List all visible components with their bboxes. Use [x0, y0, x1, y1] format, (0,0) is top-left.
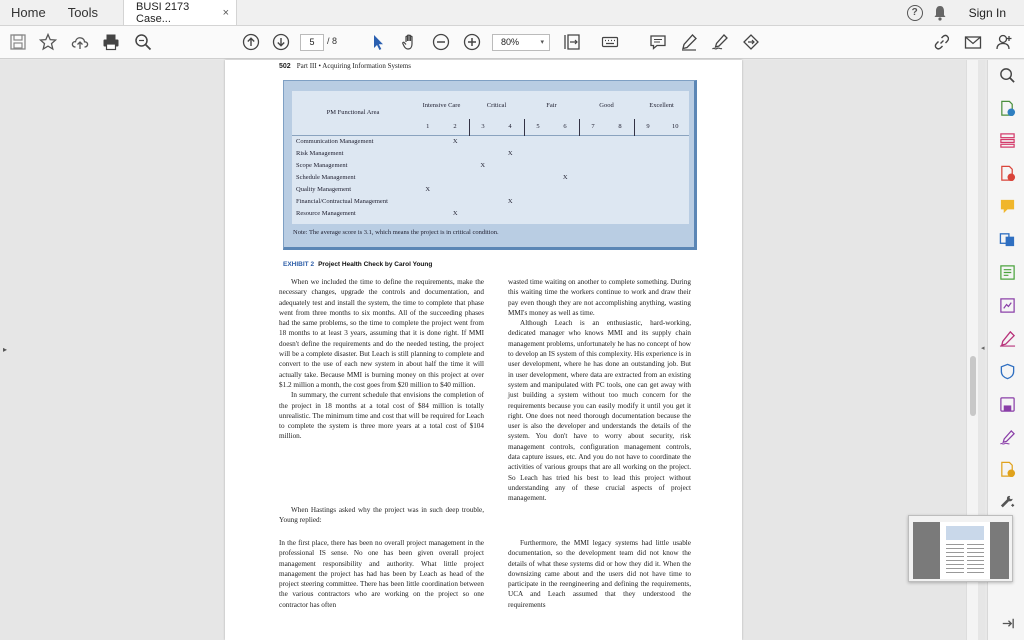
zoom-level-value: 80% [501, 37, 520, 47]
hand-tool-icon[interactable] [400, 32, 420, 52]
score-cell [634, 159, 662, 171]
document-viewport[interactable] [0, 60, 985, 640]
upload-cloud-icon[interactable] [70, 32, 90, 52]
score-cell [442, 171, 470, 183]
functional-area-cell: Resource Management [296, 209, 356, 217]
score-cell [662, 171, 690, 183]
score-cell [442, 195, 470, 207]
score-cell: X [425, 185, 431, 193]
table-header-groups [292, 91, 689, 119]
score-cell [469, 207, 497, 219]
score-cell: X [507, 149, 513, 157]
score-cell [552, 135, 580, 147]
score-cell [579, 207, 607, 219]
score-cell: X [562, 173, 568, 181]
score-cell [414, 159, 442, 171]
group-header: Excellent [649, 101, 674, 109]
exhibit-label: EXHIBIT 2 [283, 261, 315, 268]
edit-pdf-icon[interactable] [998, 263, 1016, 281]
table-body [292, 135, 689, 219]
score-cell [552, 195, 580, 207]
score-cell [552, 207, 580, 219]
zoom-in-icon[interactable] [462, 32, 482, 52]
score-cell [579, 171, 607, 183]
create-pdf-icon[interactable] [998, 164, 1016, 182]
page-thumbnail-navigator[interactable] [908, 515, 1013, 582]
area-header: PM Functional Area [326, 109, 380, 117]
functional-area-cell: Risk Management [296, 149, 344, 157]
score-cell [469, 147, 497, 159]
top-tab-bar [0, 0, 1024, 26]
score-header: 2 [453, 123, 457, 131]
thumbnail-page [940, 522, 990, 579]
comment-icon[interactable] [648, 32, 668, 52]
text-column-right-lower [508, 538, 691, 610]
score-header: 9 [634, 119, 662, 135]
table-row [292, 159, 689, 171]
group-header: Good [599, 101, 614, 109]
keyboard-icon[interactable] [600, 32, 620, 52]
pdf-page [225, 60, 742, 640]
score-cell [524, 147, 552, 159]
zoom-level-select[interactable] [492, 34, 550, 51]
exhibit-table-panel [292, 91, 689, 224]
score-cell [662, 195, 690, 207]
table-row [292, 147, 689, 159]
score-cell [497, 183, 525, 195]
group-header: Critical [486, 101, 507, 109]
score-cell [607, 183, 635, 195]
highlight-pen-icon[interactable] [679, 32, 699, 52]
email-icon[interactable] [963, 32, 983, 52]
score-cell [414, 195, 442, 207]
paragraph: Although Leach is an enthusiastic, hard-working, dedicated manager who knows MMI and its supply chain management problems, unfortunately he has no concept of how to develop an IS system of this complexity. His experience is in user development, where he has done an outstanding job. But in user development, where data are extracted from an existing system and manipulated with PC tools, one can get away with just building a system without too much concern for the requirements because you can easily modify it until you get it right. One does not need thorough documentation because the user is also the developer and understands the details of the system. You don't have to worry about security, risk management controls, configuration management controls, data capture issues, etc. And you do not have to coordinate the activities of various groups that are all working on the project. So Leach has tried his best to lead this project without understanding any of these crucial aspects of project management. [508, 319, 691, 503]
score-cell [662, 207, 690, 219]
collapse-panel-icon[interactable] [998, 614, 1016, 632]
search-tool-icon[interactable] [998, 66, 1016, 84]
add-user-icon[interactable] [994, 32, 1014, 52]
score-cell [579, 147, 607, 159]
tab-home[interactable]: Home [11, 5, 46, 20]
score-cell [607, 147, 635, 159]
score-cell [634, 147, 662, 159]
combine-files-icon[interactable] [998, 230, 1016, 248]
collapse-right-panel-icon[interactable]: ◂ [981, 345, 985, 352]
sign-icon[interactable] [710, 32, 730, 52]
main-toolbar [0, 26, 1024, 59]
functional-area-cell: Quality Management [296, 185, 352, 193]
signature-icon[interactable] [998, 428, 1016, 446]
score-cell [552, 159, 580, 171]
score-cell [524, 135, 552, 147]
link-icon[interactable] [932, 32, 952, 52]
score-cell [469, 171, 497, 183]
score-cell [607, 135, 635, 147]
table-row [292, 183, 689, 195]
score-cell [634, 135, 662, 147]
table-row [292, 171, 689, 183]
document-tab-title: BUSI 2173 Case... [136, 0, 190, 25]
score-cell [497, 159, 525, 171]
score-cell [579, 159, 607, 171]
previous-page-icon[interactable] [241, 32, 261, 52]
bell-icon[interactable] [933, 5, 947, 21]
score-cell [469, 195, 497, 207]
save-icon[interactable] [8, 32, 28, 52]
text-column-left-quote [279, 538, 484, 610]
score-cell [662, 135, 690, 147]
score-cell [497, 171, 525, 183]
score-cell [442, 159, 470, 171]
thumbnail-canvas [913, 522, 1009, 579]
score-cell [524, 207, 552, 219]
score-cell: X [452, 137, 458, 145]
expand-left-panel-icon[interactable]: ▸ [3, 345, 8, 354]
score-cell [552, 183, 580, 195]
health-check-table [292, 91, 689, 219]
score-header: 5 [524, 119, 552, 135]
table-row [292, 207, 689, 219]
score-cell [414, 207, 442, 219]
close-icon[interactable]: × [222, 6, 230, 19]
score-cell [442, 147, 470, 159]
score-cell [524, 183, 552, 195]
export-image-icon[interactable] [998, 296, 1016, 314]
score-cell [634, 195, 662, 207]
chevron-down-icon: ▾ [540, 39, 544, 46]
score-header: 7 [579, 119, 607, 135]
score-cell: X [507, 197, 513, 205]
functional-area-cell: Financial/Contractual Management [296, 197, 388, 205]
table-row [292, 195, 689, 207]
score-cell: X [452, 209, 458, 217]
zoom-search-icon[interactable] [133, 32, 153, 52]
score-header: 6 [563, 123, 567, 131]
running-head [279, 62, 411, 70]
sign-in-link[interactable]: Sign In [968, 5, 1006, 20]
document-tab[interactable] [123, 0, 237, 25]
score-header: 1 [426, 123, 430, 131]
score-cell [579, 183, 607, 195]
score-cell [607, 171, 635, 183]
page-number: 502 [279, 63, 291, 70]
score-cell: X [480, 161, 486, 169]
zoom-out-icon[interactable] [431, 32, 451, 52]
text-column-right [508, 277, 691, 504]
export-pdf-icon[interactable] [998, 99, 1016, 117]
score-cell [607, 159, 635, 171]
scrollbar-thumb[interactable] [970, 356, 976, 416]
functional-area-cell: Scope Management [296, 161, 348, 169]
exhibit-health-check [283, 80, 697, 250]
next-page-icon[interactable] [271, 32, 291, 52]
exhibit-note: Note: The average score is 3.1, which means the project is in critical condition. [293, 229, 499, 236]
tab-tools[interactable]: Tools [67, 5, 99, 20]
text-column-left-quote-intro [279, 505, 484, 526]
score-cell [634, 171, 662, 183]
share-send-icon[interactable] [741, 32, 761, 52]
score-cell [662, 147, 690, 159]
functional-area-cell: Communication Management [296, 137, 374, 145]
fill-sign-icon[interactable] [998, 329, 1016, 347]
paragraph: In the first place, there has been no overall project management in the professional IS sense. No one has been given overall project management responsibility and authority. What little project management the project has had has been by Leach as head of the project steering committee. There has been little coordination between the various contractors who are working on the project so one contractor has often [279, 539, 484, 609]
score-cell [442, 183, 470, 195]
group-header: Intensive Care [422, 101, 461, 109]
page-total: / 8 [327, 36, 338, 46]
paragraph: Furthermore, the MMI legacy systems had little usable documentation, so the development team did not know the details of what these systems did or how they did it. When the downsizing came about and the users did not have time to participate in the reengineering and defining the requirements, UCA and Leach assumed that they understood the requirements [508, 539, 691, 609]
score-cell [524, 195, 552, 207]
score-cell [634, 207, 662, 219]
more-tools-icon[interactable] [998, 493, 1016, 511]
score-cell [579, 195, 607, 207]
score-cell [579, 135, 607, 147]
score-cell [497, 207, 525, 219]
score-cell [497, 135, 525, 147]
score-cell [524, 159, 552, 171]
save-form-icon[interactable] [998, 395, 1016, 413]
score-cell [607, 195, 635, 207]
comment-tool-icon[interactable] [998, 197, 1016, 215]
text-column-left [279, 277, 484, 442]
organize-pages-icon[interactable] [998, 131, 1016, 149]
paragraph: When Hastings asked why the project was in such deep trouble, Young replied: [279, 506, 484, 525]
running-head-text: Part III • Acquiring Information Systems [296, 62, 411, 70]
select-cursor-icon[interactable] [368, 32, 388, 52]
score-cell [414, 147, 442, 159]
protect-shield-icon[interactable] [998, 362, 1016, 380]
fit-page-icon[interactable] [562, 32, 582, 52]
paragraph: When we included the time to define the requirements, make the necessary changes, upgrade the controls and documentation, and adequately test and install the system, the time to complete that phase went from three months to six months. All of the succeeding phases had the same problems, so the time to complete the project went from 18 months to at least 3 years, assuming that it is done right. If MMI doesn't define the requirements and do the needed testing, the project will be a complete disaster. But Leach is still planning to complete and convert to the use of each new system in about half the time it will actually take. Because MMI is burning money on this project at over $1.2 million a month, the cost goes from $20 million to $40 million. [279, 278, 484, 389]
paragraph: In summary, the current schedule that envisions the completion of the project in 18 months at a total cost of $84 million is totally unrealistic. The minimum time and cost that will be required for Leach to complete the system is three more years at a total cost of $104 million. [279, 391, 484, 441]
score-cell [634, 183, 662, 195]
thumbnail-exhibit [946, 526, 984, 540]
score-cell [414, 171, 442, 183]
send-review-icon[interactable] [998, 460, 1016, 478]
exhibit-caption [283, 261, 432, 268]
score-cell [469, 183, 497, 195]
score-cell [524, 171, 552, 183]
group-header: Fair [546, 101, 557, 109]
functional-area-cell: Schedule Management [296, 173, 356, 181]
score-header: 10 [672, 123, 679, 131]
score-cell [607, 207, 635, 219]
print-icon[interactable] [101, 32, 121, 52]
score-header: 3 [469, 119, 497, 135]
score-header: 8 [618, 123, 622, 131]
bookmark-star-icon[interactable] [38, 32, 58, 52]
help-icon[interactable]: ? [907, 5, 923, 21]
exhibit-title: Project Health Check by Carol Young [318, 261, 433, 268]
score-cell [662, 183, 690, 195]
score-cell [414, 135, 442, 147]
score-cell [662, 159, 690, 171]
table-row [292, 135, 689, 147]
page-number-input[interactable]: 5 [300, 34, 324, 51]
score-cell [552, 147, 580, 159]
paragraph: wasted time waiting on another to complete something. During this waiting time the workers continue to work and draw their pay even though they are not accomplishing anything, wasting MMI's money as well as time. [508, 278, 691, 317]
score-header: 4 [508, 123, 512, 131]
score-cell [469, 135, 497, 147]
